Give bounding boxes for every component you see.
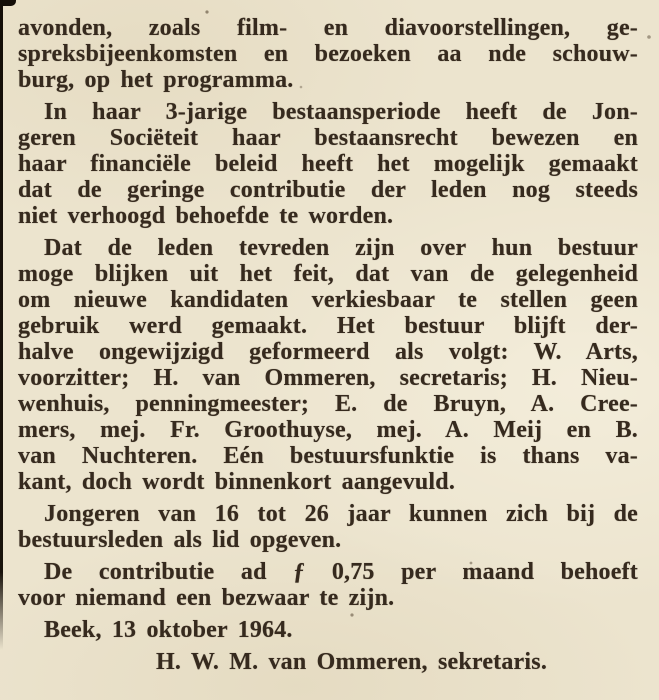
text-line: In haar 3-jarige bestaansperiode heeft de Jon- [44, 99, 638, 125]
text-line: van Nuchteren. Eén bestuursfunktie is thans va- [18, 443, 638, 469]
scan-edge-artifact [0, 0, 3, 650]
text-line: voorzitter; H. van Ommeren, secretaris; H. Nieu- [18, 365, 638, 391]
signature-text: H. W. M. van Ommeren, sekretaris. [156, 649, 548, 675]
text-line: niet verhoogd behoefde te worden. [18, 203, 394, 229]
text-line: geren Sociëteit haar bestaansrecht bewezen en [18, 125, 638, 151]
text-line: bestuursleden als lid opgeven. [18, 527, 342, 553]
text-line: Dat de leden tevreden zijn over hun bestuur [44, 235, 638, 261]
text-line: Jongeren van 16 tot 26 jaar kunnen zich bij de [44, 501, 638, 527]
text-line: halve ongewijzigd geformeerd als volgt: W. Arts, [18, 339, 638, 365]
scan-corner-artifact [0, 0, 16, 6]
text-line: burg, op het programma. [18, 67, 294, 93]
text-line: gebruik werd gemaakt. Het bestuur blijft der- [18, 313, 638, 339]
text-line: voor niemand een bezwaar te zijn. [18, 585, 395, 611]
text-line: kant, doch wordt binnenkort aangevuld. [18, 469, 456, 495]
paragraph [18, 559, 638, 611]
text-line: moge blijken uit het feit, dat van de gelegenheid [18, 261, 638, 287]
text-line: avonden, zoals film- en diavoorstellingen, ge- [18, 15, 638, 41]
paragraph [18, 235, 638, 495]
ink-specks [0, 0, 2, 2]
text-line: haar financiële beleid heeft het mogelijk gemaakt [18, 151, 638, 177]
text-line: wenhuis, penningmeester; E. de Bruyn, A. Cree- [18, 391, 638, 417]
signature [18, 649, 638, 675]
date-text: Beek, 13 oktober 1964. [44, 617, 293, 643]
text-line: mers, mej. Fr. Groothuyse, mej. A. Meij en B. [18, 417, 638, 443]
text-line: spreksbijeenkomsten en bezoeken aa nde schouw- [18, 41, 638, 67]
paragraph [18, 15, 638, 93]
paragraph [18, 99, 638, 229]
text-line: De contributie ad ƒ 0,75 per maand behoeft [44, 559, 638, 585]
dateline [18, 617, 638, 643]
paragraph [18, 501, 638, 553]
text-line: om nieuwe kandidaten verkiesbaar te stellen geen [18, 287, 638, 313]
text-line: dat de geringe contributie der leden nog steeds [18, 177, 638, 203]
